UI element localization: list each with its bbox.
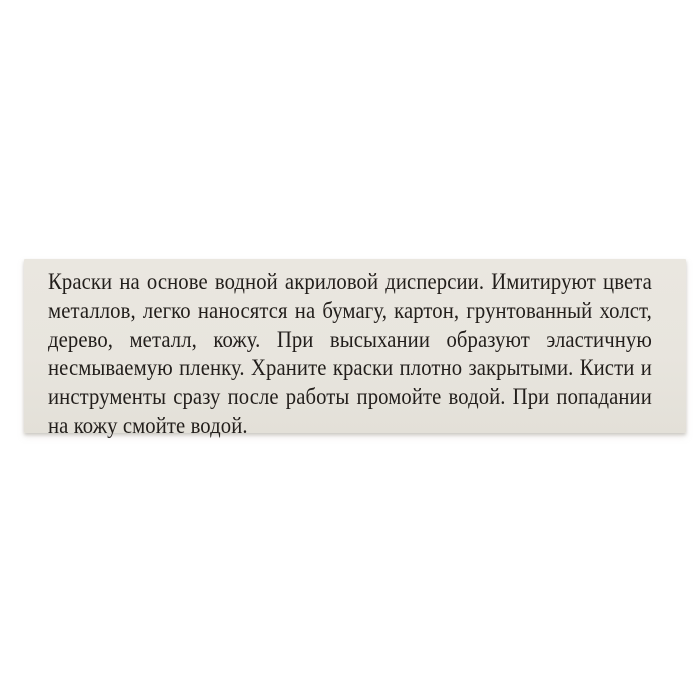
label-text-line: на кожу смойте водой. — [48, 412, 248, 438]
label-text-line: Краски на основе водной акриловой дисперсии. Имитируют цвета — [48, 269, 652, 294]
label-text-line: несмываемую пленку. Храните краски плотно закрытыми. Кисти и — [48, 355, 652, 381]
label-strip — [24, 259, 686, 438]
label-text-line: металлов, легко наносятся на бумагу, картон, грунтованный холст, — [48, 297, 652, 323]
label-text-line: инструменты сразу после работы промойте водой. При попадании — [48, 384, 652, 410]
label-text-line: дерево, металл, кожу. При высыхании образуют эластичную — [48, 326, 652, 352]
label-description-text — [48, 268, 652, 441]
